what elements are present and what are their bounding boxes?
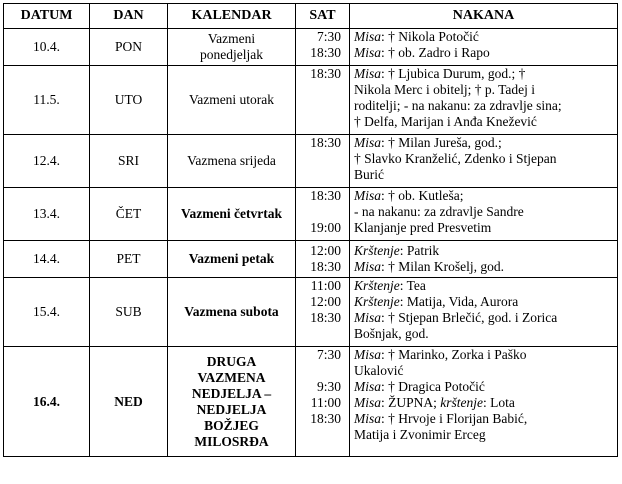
nakana-label: Misa (354, 135, 381, 150)
nakana-line (354, 135, 615, 151)
kalendar-line: Vazmeni četvrtak (180, 206, 283, 221)
nakana-label: Krštenje (354, 278, 400, 293)
time-slot: 7:30 (316, 29, 341, 44)
nakana-cell (350, 241, 618, 278)
table-row (4, 29, 618, 66)
nakana-line (354, 347, 615, 363)
nakana-line (354, 45, 615, 61)
nakana-label: Misa (354, 259, 381, 274)
nakana-line (354, 29, 615, 45)
nakana-line (354, 310, 615, 326)
nakana-label: Misa (354, 411, 381, 426)
nakana-text: Ukalović (354, 363, 404, 378)
dan-cell: ČET (90, 188, 168, 241)
kalendar-line: Vazmeni petak (188, 251, 275, 266)
kalendar-cell (168, 278, 296, 347)
nakana-label: Misa (354, 188, 381, 203)
nakana-text: : Lota (483, 395, 515, 410)
kalendar-line: MILOSRĐA (194, 433, 269, 449)
nakana-cell (350, 66, 618, 135)
datum-cell: 10.4. (4, 29, 90, 66)
time-slot: 11:00 (310, 395, 341, 410)
nakana-text: : † ob. Kutleša; (381, 188, 464, 203)
nakana-cell (350, 278, 618, 347)
kalendar-cell (168, 135, 296, 188)
kalendar-cell (168, 241, 296, 278)
dan-cell: UTO (90, 66, 168, 135)
kalendar-line: NEDJELJA (196, 401, 267, 417)
nakana-cell (350, 188, 618, 241)
nakana-line (354, 188, 615, 204)
kalendar-cell (168, 188, 296, 241)
dan-cell: NED (90, 347, 168, 457)
header-dan: DAN (90, 4, 168, 29)
nakana-text: : ŽUPNA; (381, 395, 441, 410)
nakana-text: Bošnjak, god. (354, 326, 429, 341)
nakana-label: Krštenje (354, 294, 400, 309)
time-slot: 18:30 (310, 45, 341, 60)
kalendar-line: ponedjeljak (200, 47, 263, 62)
time-slot: 18:30 (310, 188, 341, 203)
nakana-cell (350, 29, 618, 66)
nakana-line (354, 98, 615, 114)
nakana-text: Klanjanje pred Presvetim (354, 220, 492, 235)
nakana-line (354, 220, 615, 236)
dan-cell: SRI (90, 135, 168, 188)
table-row (4, 278, 618, 347)
table-body (4, 29, 618, 457)
table-row (4, 188, 618, 241)
time-slot: 18:30 (310, 135, 341, 150)
nakana-line (354, 395, 615, 411)
nakana-line (354, 114, 615, 130)
nakana-line (354, 66, 615, 82)
nakana-text: - na nakanu: za zdravlje Sandre (354, 204, 524, 219)
header-sat: SAT (296, 4, 350, 29)
nakana-line (354, 82, 615, 98)
datum-cell: 12.4. (4, 135, 90, 188)
sat-cell (296, 29, 350, 66)
nakana-line (354, 151, 615, 167)
time-slot: 7:30 (316, 347, 341, 362)
nakana-label: krštenje (440, 395, 484, 410)
kalendar-line: BOŽJEG (204, 417, 259, 433)
nakana-line (354, 427, 615, 443)
time-slot: 18:30 (310, 411, 341, 426)
nakana-label: Misa (354, 395, 381, 410)
time-slot: 9:30 (316, 379, 341, 394)
nakana-label: Misa (354, 45, 381, 60)
header-datum: DATUM (4, 4, 90, 29)
nakana-text: roditelji; - na nakanu: za zdravlje sina; (354, 98, 562, 113)
nakana-text: : † Milan Jureša, god.; (381, 135, 502, 150)
sat-cell (296, 188, 350, 241)
table-row (4, 135, 618, 188)
nakana-text: : † Ljubica Durum, god.; † (381, 66, 526, 81)
nakana-line (354, 294, 615, 310)
nakana-text: : Patrik (399, 243, 440, 258)
time-slot: 11:00 (310, 278, 341, 293)
kalendar-line: Vazmeni utorak (188, 92, 275, 107)
sat-cell (296, 135, 350, 188)
nakana-line (354, 243, 615, 259)
nakana-text: : Matija, Vida, Aurora (399, 294, 519, 309)
nakana-line (354, 278, 615, 294)
table-row (4, 241, 618, 278)
nakana-text: : † Hrvoje i Florijan Babić, (381, 411, 528, 426)
time-slot: 12:00 (310, 243, 341, 258)
time-slot: 12:00 (310, 294, 341, 309)
sat-cell (296, 241, 350, 278)
time-slot: 18:30 (310, 310, 341, 325)
kalendar-line: Vazmena srijeda (187, 153, 276, 168)
nakana-text: Matija i Zvonimir Erceg (354, 427, 486, 442)
time-slot: 18:30 (310, 66, 341, 81)
schedule-table (3, 3, 618, 457)
kalendar-line: NEDJELJA – (191, 385, 272, 401)
time-slot: 19:00 (310, 220, 341, 235)
dan-cell: PON (90, 29, 168, 66)
sat-cell (296, 278, 350, 347)
kalendar-cell (168, 66, 296, 135)
datum-cell: 13.4. (4, 188, 90, 241)
dan-cell: SUB (90, 278, 168, 347)
nakana-text: Nikola Merc i obitelj; † p. Tadej i (354, 82, 536, 97)
nakana-text: † Delfa, Marijan i Anđa Knežević (354, 114, 537, 129)
nakana-label: Krštenje (354, 243, 400, 258)
nakana-text: : † Dragica Potočić (381, 379, 485, 394)
nakana-line (354, 379, 615, 395)
datum-cell: 15.4. (4, 278, 90, 347)
header-kalendar: KALENDAR (168, 4, 296, 29)
nakana-cell (350, 135, 618, 188)
nakana-line (354, 167, 615, 183)
kalendar-cell (168, 347, 296, 457)
kalendar-line: DRUGA (206, 353, 257, 369)
nakana-label: Misa (354, 310, 381, 325)
nakana-text: : † Milan Krošelj, god. (381, 259, 504, 274)
datum-cell: 16.4. (4, 347, 90, 457)
nakana-text: : † Stjepan Brlečić, god. i Zorica (381, 310, 558, 325)
kalendar-line: Vazmena subota (184, 304, 279, 319)
nakana-label: Misa (354, 347, 381, 362)
nakana-text: : † Nikola Potočić (381, 29, 479, 44)
dan-cell: PET (90, 241, 168, 278)
sat-cell (296, 66, 350, 135)
nakana-label: Misa (354, 29, 381, 44)
nakana-text: Burić (354, 167, 384, 182)
time-slot (299, 363, 341, 379)
nakana-line (354, 259, 615, 275)
nakana-text: : † Marinko, Zorka i Paško (381, 347, 527, 362)
nakana-cell (350, 347, 618, 457)
time-slot (299, 204, 341, 220)
datum-cell: 11.5. (4, 66, 90, 135)
kalendar-line: VAZMENA (197, 369, 266, 385)
nakana-text: : † ob. Zadro i Rapo (381, 45, 490, 60)
sat-cell (296, 347, 350, 457)
nakana-line (354, 204, 615, 220)
nakana-line (354, 411, 615, 427)
time-slot: 18:30 (310, 259, 341, 274)
header-row (4, 4, 618, 29)
nakana-text: : Tea (399, 278, 426, 293)
nakana-label: Misa (354, 66, 381, 81)
nakana-line (354, 363, 615, 379)
kalendar-cell (168, 29, 296, 66)
nakana-label: Misa (354, 379, 381, 394)
nakana-line (354, 326, 615, 342)
table-row (4, 347, 618, 457)
header-nakana: NAKANA (350, 4, 618, 29)
nakana-text: † Slavko Kranželić, Zdenko i Stjepan (354, 151, 557, 166)
datum-cell: 14.4. (4, 241, 90, 278)
kalendar-line: Vazmeni (207, 31, 256, 46)
table-row (4, 66, 618, 135)
